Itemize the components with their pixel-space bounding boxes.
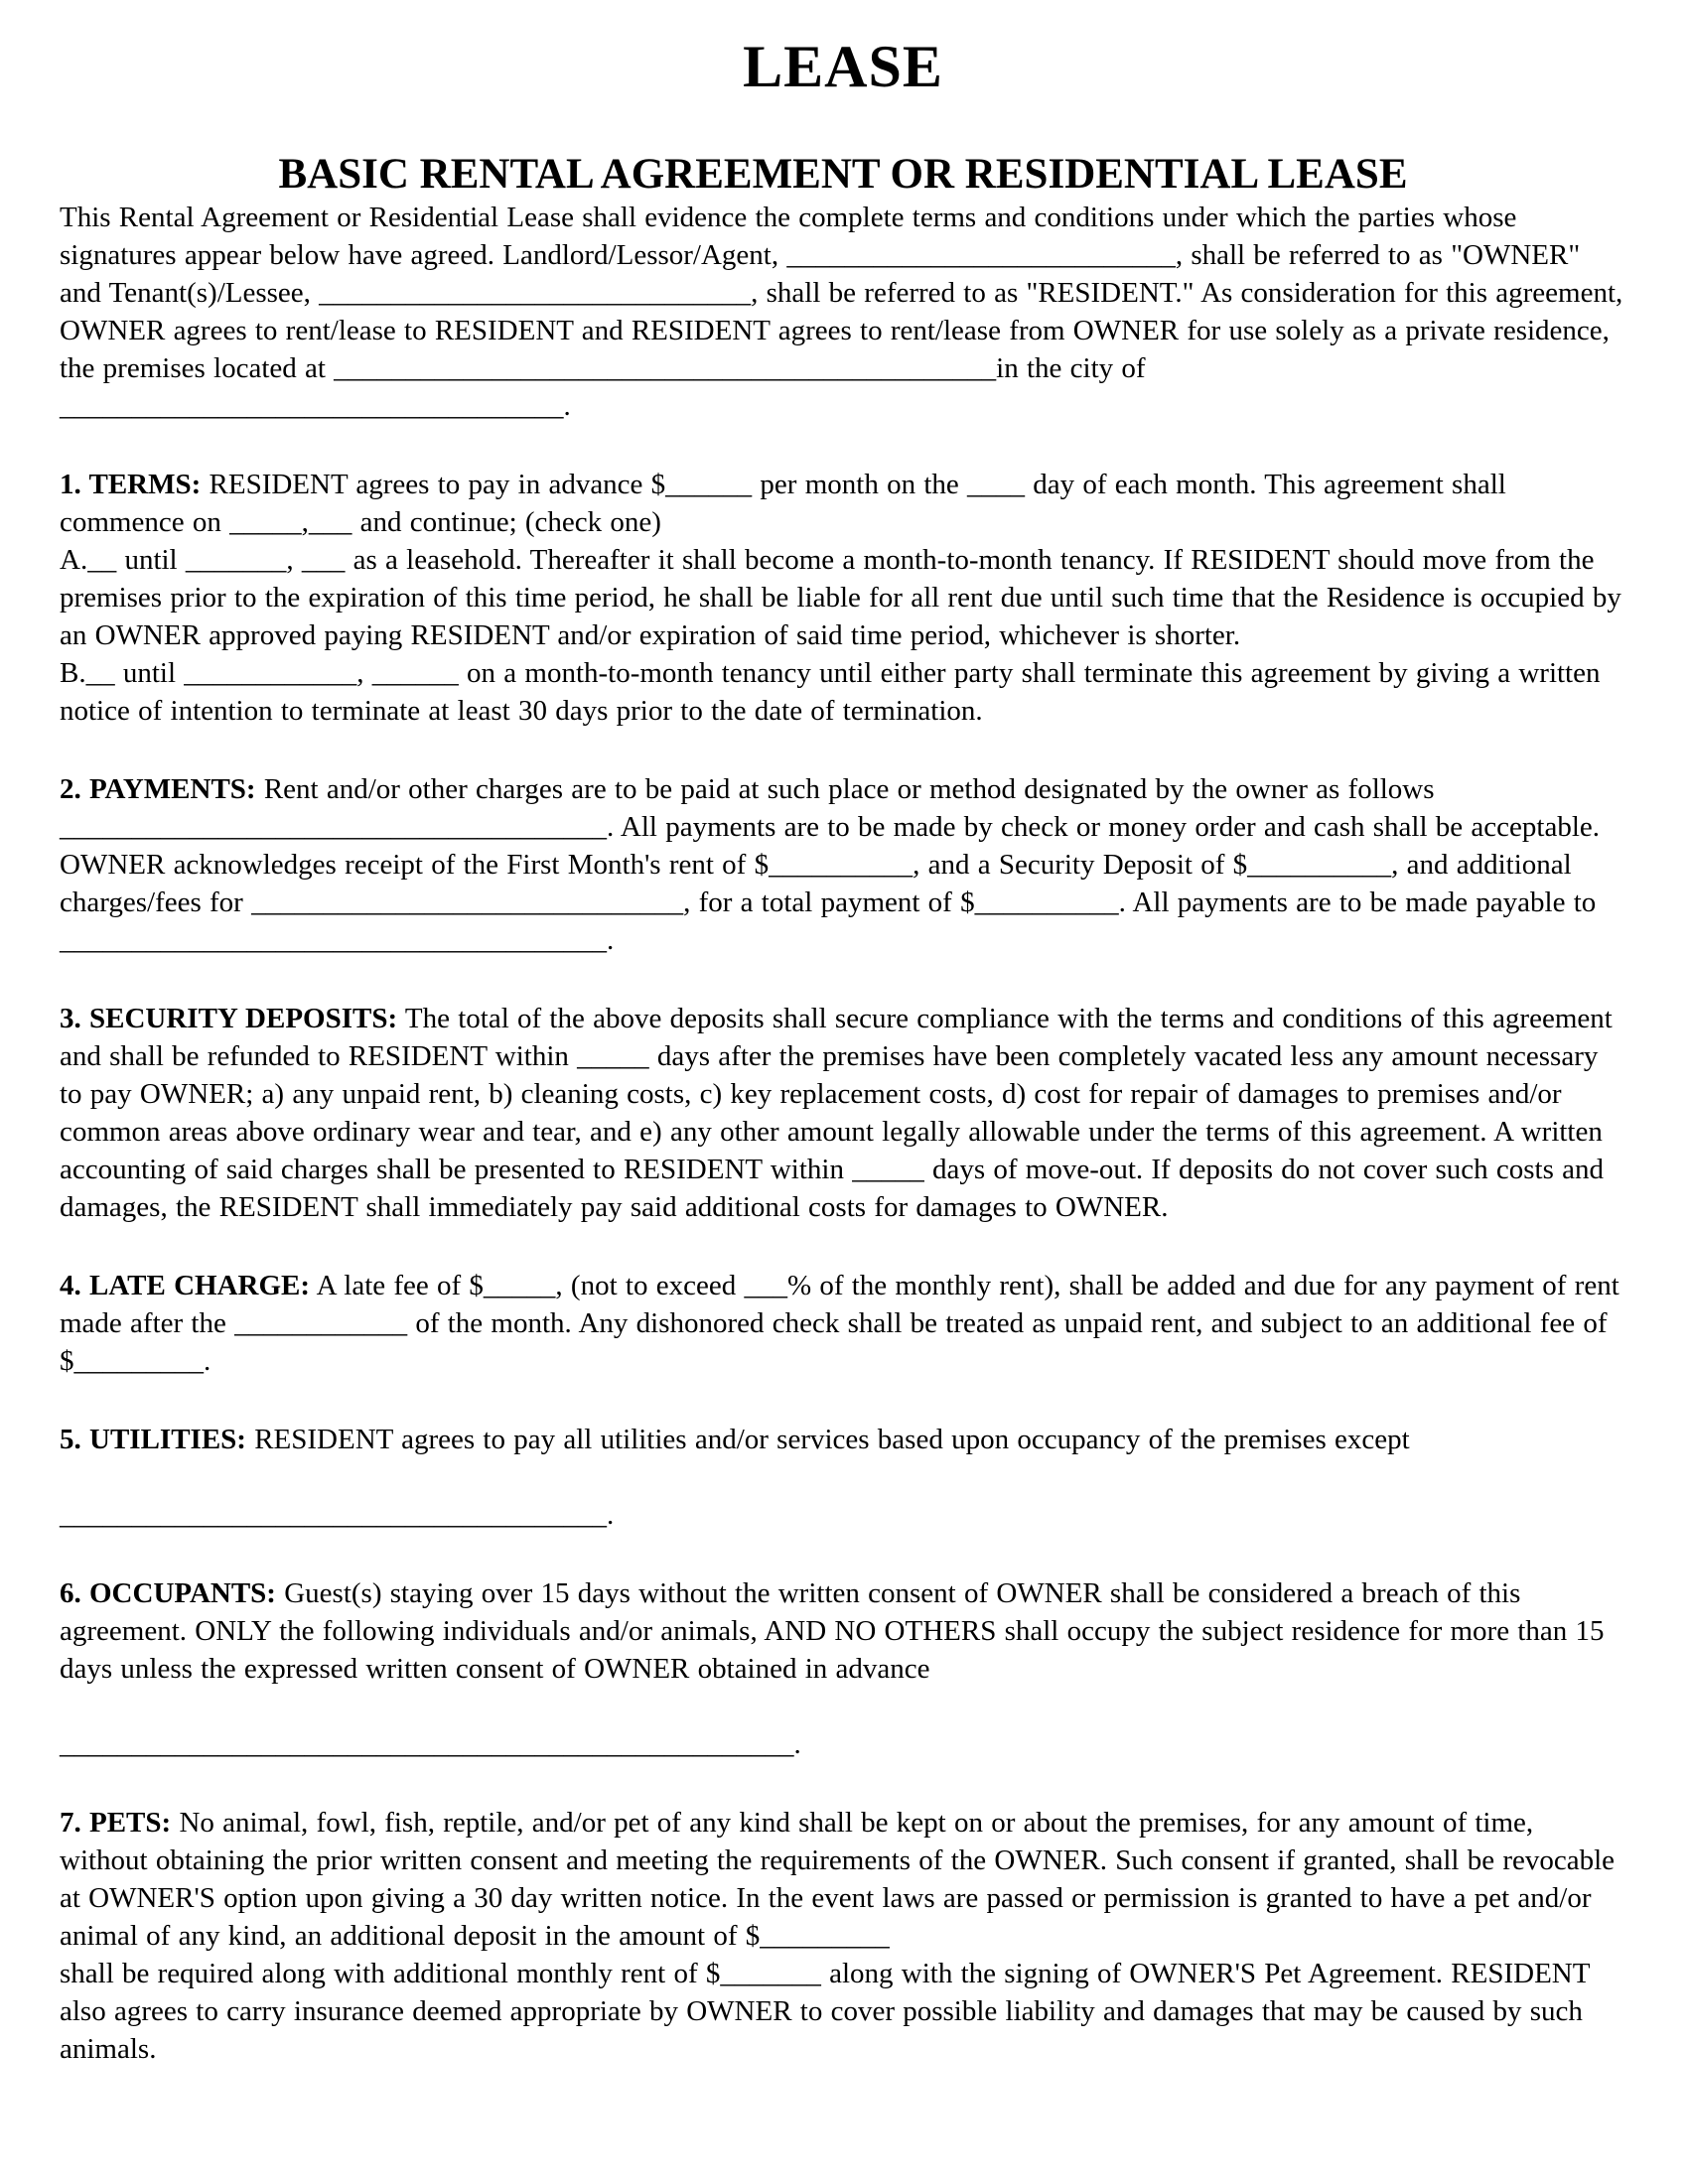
section-terms-option-b: B.__ until ____________, ______ on a month-to-month tenancy until either party shall terminate this agreement by giving a written notice of intention to terminate at least 30 days prior to the date of termination. — [60, 657, 1601, 727]
section-pets — [60, 1804, 1626, 2068]
section-late-charge-label: 4. LATE CHARGE: — [60, 1270, 311, 1301]
document-subtitle: BASIC RENTAL AGREEMENT OR RESIDENTIAL LEASE — [278, 151, 1408, 198]
section-pets-label: 7. PETS: — [60, 1807, 172, 1839]
section-security-deposits-label: 3. SECURITY DEPOSITS: — [60, 1003, 398, 1034]
section-terms-option-a: A.__ until _______, ___ as a leasehold. Thereafter it shall become a month-to-month tenancy. If RESIDENT should move from the premises prior to the expiration of this time period, he shall be liable for all rent due until such time that the Residence is occupied by an OWNER approved paying RESIDENT and/or expiration of said time period, whichever is shorter. — [60, 544, 1621, 651]
section-terms — [60, 466, 1626, 730]
section-occupants-paragraph — [60, 1574, 1626, 1688]
section-security-deposits — [60, 1000, 1626, 1226]
section-late-charge-paragraph — [60, 1267, 1626, 1380]
section-terms-paragraph — [60, 466, 1626, 541]
section-utilities-blank-line: ______________________________________. — [60, 1499, 615, 1531]
section-utilities — [60, 1421, 1626, 1534]
section-payments-paragraph — [60, 770, 1626, 959]
section-utilities-paragraph — [60, 1421, 1626, 1458]
document-title: LEASE — [743, 34, 943, 99]
section-pets-paragraph — [60, 1804, 1626, 1955]
section-utilities-label: 5. UTILITIES: — [60, 1424, 246, 1455]
section-late-charge — [60, 1267, 1626, 1380]
section-payments-label: 2. PAYMENTS: — [60, 773, 256, 805]
intro-paragraph: This Rental Agreement or Residential Lease shall evidence the complete terms and conditions under which the parties whose signatures appear below have agreed. Landlord/Lessor/Agent, ___________________________, shall be referred to as "OWNER" and Tenant(s)/Lessee, ______________________________, shall be referred to as "RESIDENT." As consideration for this agreement, OWNER agrees to rent/lease to RESIDENT and RESIDENT agrees to rent/lease from OWNER for use solely as a private residence, the premises located at ______________________________________________in the city of ___________________________________. — [60, 202, 1623, 422]
section-pets-continuation: shall be required along with additional monthly rent of $_______ along with the signing of OWNER'S Pet Agreement. RESIDENT also agrees to carry insurance deemed appropriate by OWNER to cover possible liability and damages that may be caused by such animals. — [60, 1958, 1590, 2065]
section-security-deposits-paragraph — [60, 1000, 1626, 1226]
section-payments — [60, 770, 1626, 959]
section-terms-label: 1. TERMS: — [60, 469, 202, 500]
section-occupants — [60, 1574, 1626, 1763]
section-late-charge-text: A late fee of $_____, (not to exceed ___% of the monthly rent), shall be added and due for any payment of rent made after the ____________ of the month. Any dishonored check shall be treated as unpaid rent, and subject to an additional fee of $_________. — [60, 1270, 1619, 1377]
section-payments-text: Rent and/or other charges are to be paid at such place or method designated by the owner as follows ______________________________________. All payments are to be made by check or money order and cash shall be acceptable. OWNER acknowledges receipt of the First Month's rent of $__________, and a Security Deposit of $__________, and additional charges/fees for ______________________________, for a total payment of $__________. All payments are to be made payable to ______________________________________. — [60, 773, 1601, 956]
section-terms-text: RESIDENT agrees to pay in advance $______ per month on the ____ day of each month. This agreement shall commence on _____,___ and continue; (check one) — [60, 469, 1506, 538]
section-security-deposits-text: The total of the above deposits shall secure compliance with the terms and conditions of this agreement and shall be refunded to RESIDENT within _____ days after the premises have been completely vacated less any amount necessary to pay OWNER; a) any unpaid rent, b) cleaning costs, c) key replacement costs, d) cost for repair of damages to premises and/or common areas above ordinary wear and tear, and e) any other amount legally allowable under the terms of this agreement. A written accounting of said charges shall be presented to RESIDENT within _____ days of move-out. If deposits do not cover such costs and damages, the RESIDENT shall immediately pay said additional costs for damages to OWNER. — [60, 1003, 1613, 1223]
section-occupants-label: 6. OCCUPANTS: — [60, 1577, 276, 1609]
section-utilities-text: RESIDENT agrees to pay all utilities and/or services based upon occupancy of the premises except — [254, 1424, 1410, 1455]
section-pets-text: No animal, fowl, fish, reptile, and/or pet of any kind shall be kept on or about the premises, for any amount of time, without obtaining the prior written consent and meeting the requirements of the OWNER. Such consent if granted, shall be revocable at OWNER'S option upon giving a 30 day written notice. In the event laws are passed or permission is granted to have a pet and/or animal of any kind, an additional deposit in the amount of $_________ — [60, 1807, 1616, 1952]
section-occupants-text: Guest(s) staying over 15 days without the written consent of OWNER shall be considered a breach of this agreement. ONLY the following individuals and/or animals, AND NO OTHERS shall occupy the subject residence for more than 15 days unless the expressed written consent of OWNER obtained in advance — [60, 1577, 1605, 1685]
section-occupants-blank-line: ___________________________________________________. — [60, 1728, 801, 1760]
